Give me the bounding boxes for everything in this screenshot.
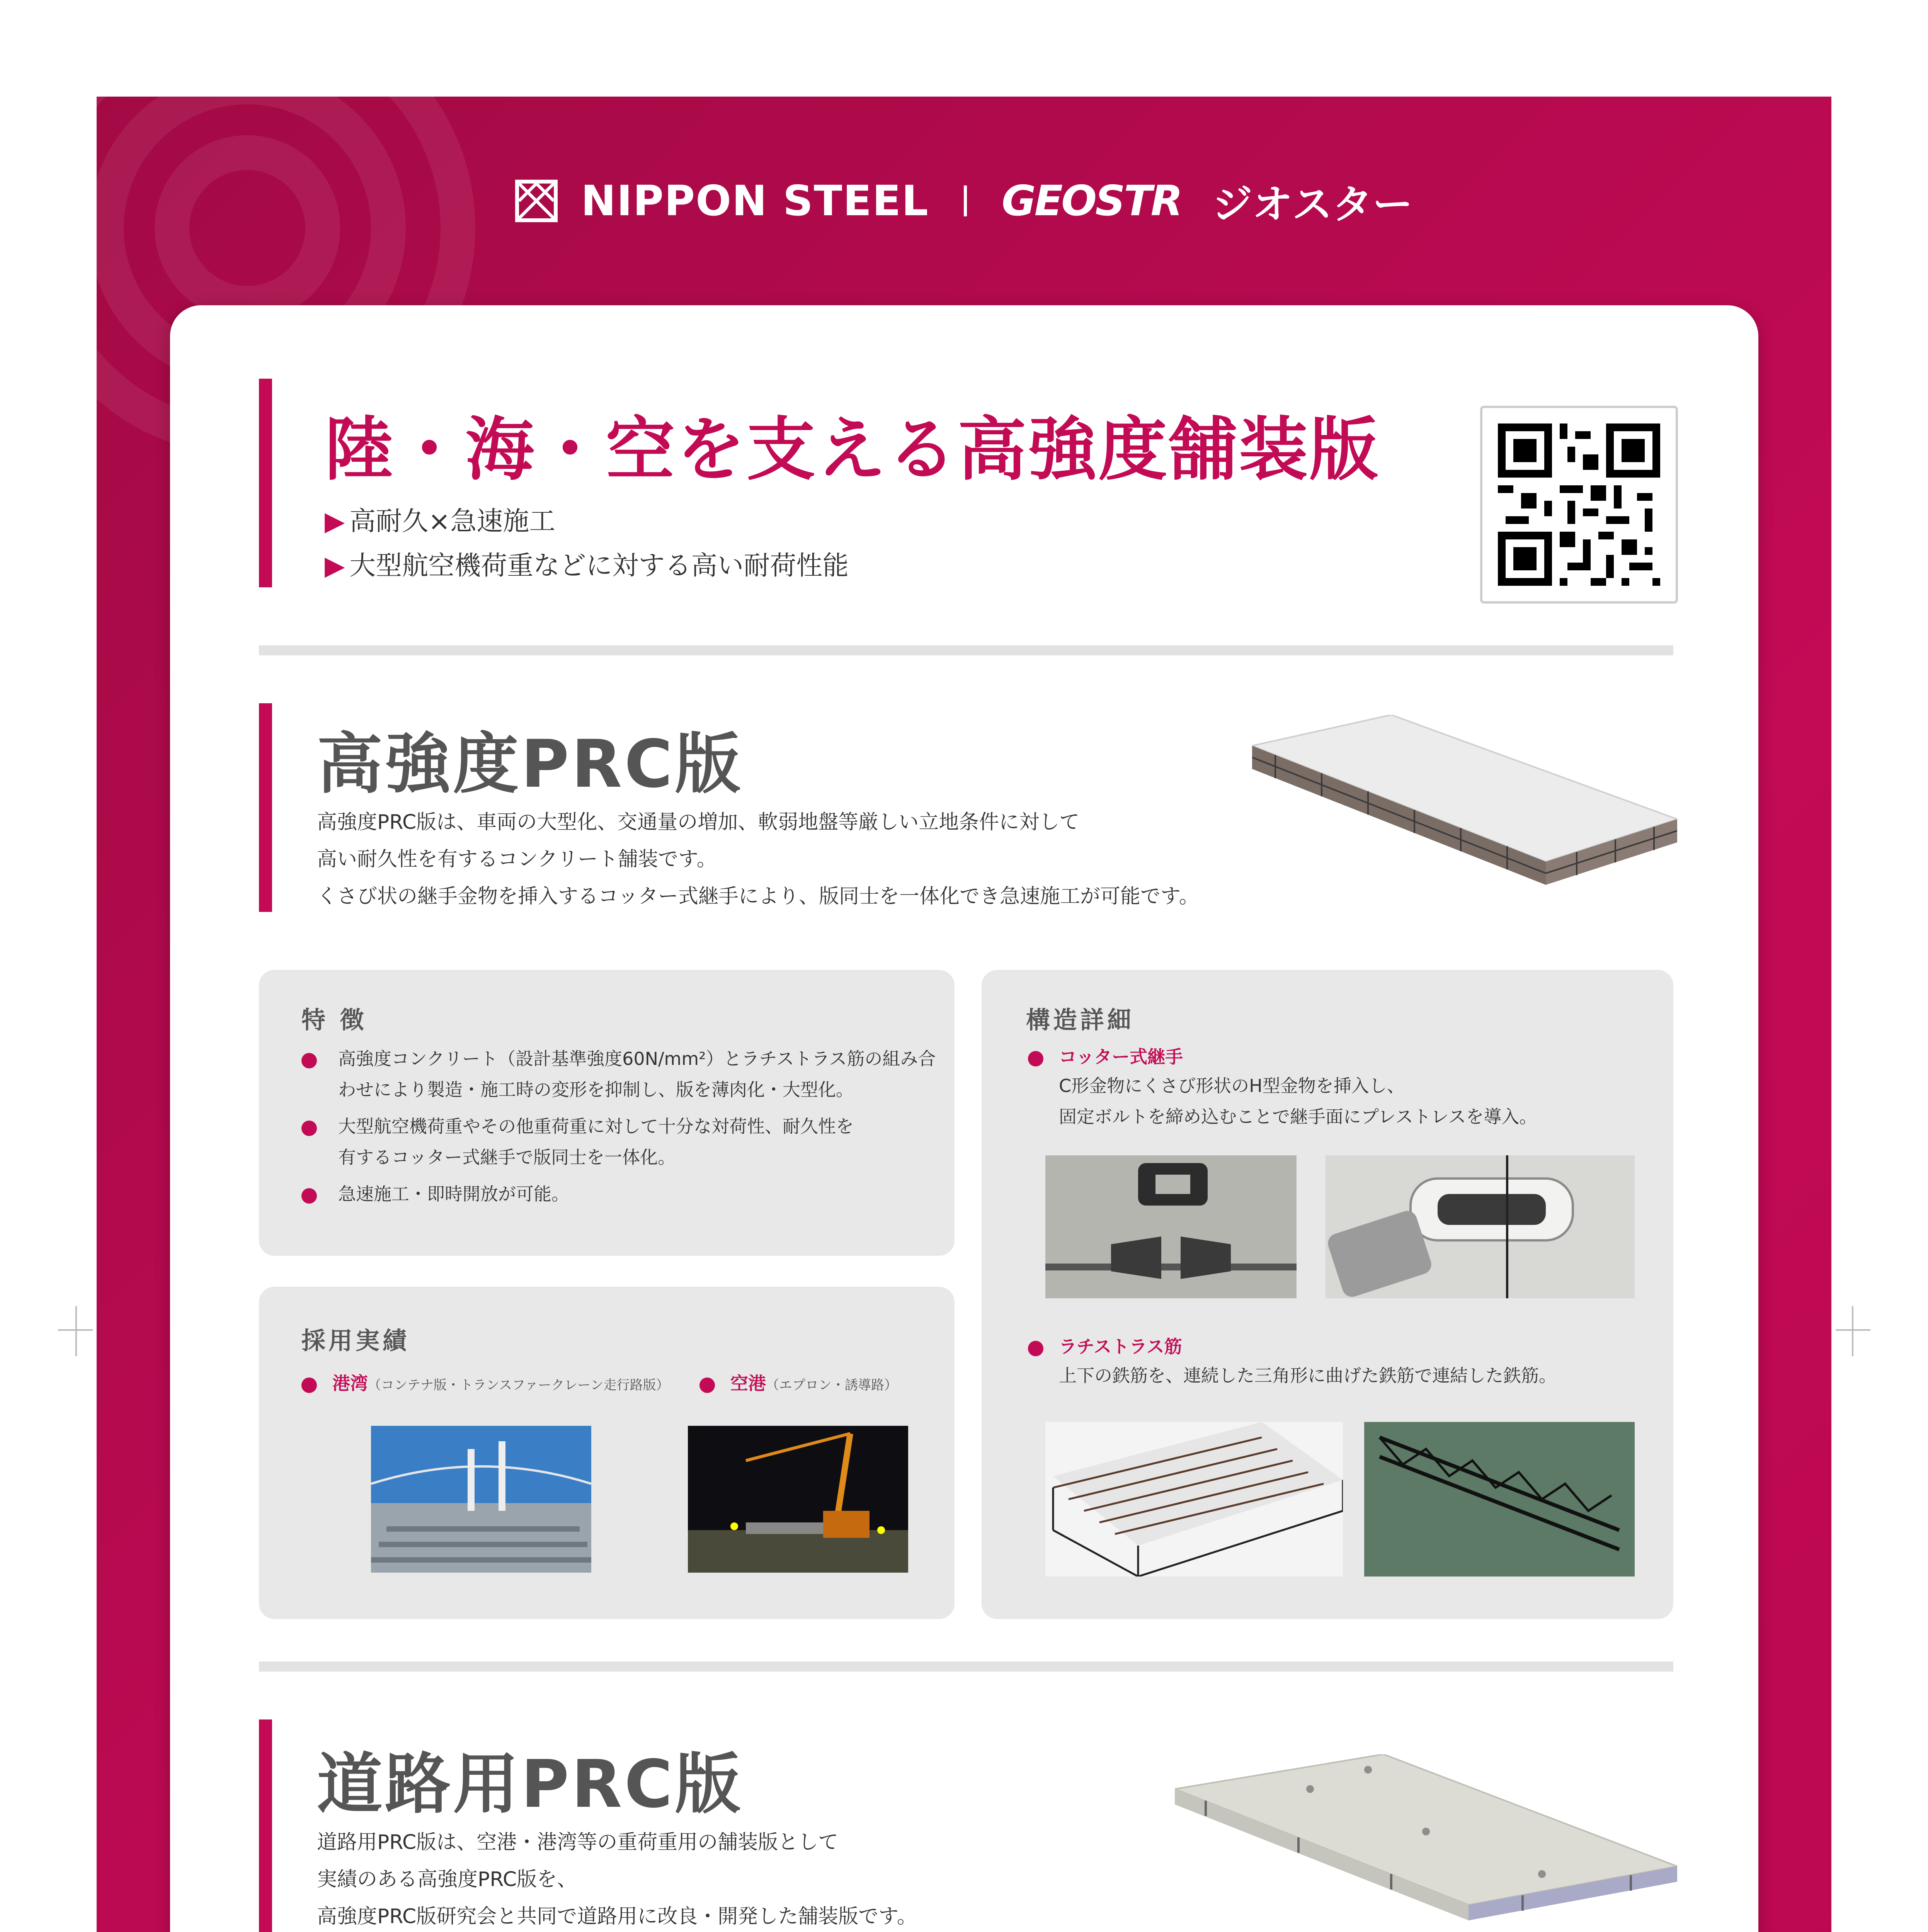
feature-item: 高強度コンクリート（設計基準強度60N/mm²）とラチストラス筋の組み合 わせにより製造・施工時の変形を抑制し、版を薄肉化・大型化。	[338, 1048, 936, 1100]
hero-point: ▶ 高耐久×急速施工	[325, 506, 556, 537]
crop-mark	[75, 1306, 77, 1356]
prc-slab-illustration	[1252, 715, 1677, 916]
cotter-hardware-photo	[1045, 1155, 1297, 1298]
qr-code-icon[interactable]	[1480, 406, 1678, 604]
harbor-photo	[371, 1426, 591, 1573]
section2-accent-bar	[259, 1719, 272, 1932]
header	[97, 166, 1831, 236]
brand-name: NIPPON STEEL	[581, 177, 929, 225]
section1-description: 高強度PRC版は、車両の大型化、交通量の増加、軟弱地盤等厳しい立地条件に対して 高い耐久性を有するコンクリート舗装です。 くさび状の継手金物を挿入するコッター式継手により、版同士を一体化でき急速施工が可能です。	[317, 811, 1199, 908]
hero-accent-bar	[259, 379, 272, 587]
feature-item: 大型航空機荷重やその他重荷重に対して十分な対荷性、耐久性を 有するコッター式継手で版同士を一体化。	[338, 1116, 854, 1168]
section-divider	[259, 1662, 1673, 1672]
lattice-truss-photo	[1364, 1422, 1635, 1577]
cotter-installed-photo	[1326, 1155, 1635, 1298]
bullet-icon	[699, 1378, 715, 1393]
poster-background	[97, 97, 1831, 1932]
cotter-title: コッター式継手	[1059, 1046, 1183, 1067]
section2-description: 道路用PRC版は、空港・港湾等の重荷重用の舗装版として 実績のある高強度PRC版を、 高強度PRC版研究会と共同で道路用に改良・開発した舗装版です。	[317, 1831, 917, 1928]
features-title: 特 徴	[301, 1006, 367, 1034]
nippon-steel-logo-icon	[515, 180, 558, 222]
features-panel	[259, 970, 955, 1256]
crop-mark	[1852, 1306, 1853, 1356]
bullet-icon	[301, 1188, 317, 1204]
section-divider	[259, 645, 1673, 655]
geostr-kana: ジオスター	[1212, 181, 1413, 228]
truss-rebar-illustration	[1045, 1422, 1343, 1577]
record-airport: 空港（エプロン・誘導路）	[730, 1373, 897, 1394]
section1-title: 高強度PRC版	[317, 726, 743, 803]
cotter-description: C形金物にくさび形状のH型金物を挿入し、 固定ボルトを締め込むことで継手面にプレストレスを導入。	[1059, 1075, 1537, 1127]
feature-item: 急速施工・即時開放が可能。	[338, 1184, 569, 1204]
record-panel	[259, 1287, 955, 1619]
bullet-icon	[1028, 1341, 1043, 1356]
bullet-icon	[301, 1121, 317, 1136]
structure-panel	[982, 970, 1673, 1619]
bullet-icon	[1028, 1051, 1043, 1066]
record-harbor: 港湾（コンテナ版・トランスファークレーン走行路版）	[332, 1373, 669, 1394]
bullet-icon	[301, 1053, 317, 1068]
content-card	[170, 305, 1758, 1932]
airport-photo	[688, 1426, 908, 1573]
structure-title: 構造詳細	[1026, 1006, 1135, 1034]
section1-accent-bar	[259, 703, 272, 912]
hero-point: ▶ 大型航空機荷重などに対する高い耐荷性能	[325, 551, 849, 581]
logo-divider	[964, 185, 967, 216]
section2-title: 道路用PRC版	[317, 1746, 743, 1823]
truss-description: 上下の鉄筋を、連続した三角形に曲げた鉄筋で連結した鉄筋。	[1059, 1365, 1557, 1386]
geostr-logo: GEOSTR	[1001, 177, 1181, 225]
road-slab-illustration	[1175, 1754, 1677, 1920]
record-title: 採用実績	[301, 1327, 410, 1355]
hero-title: 陸・海・空を支える高強度舗装版	[325, 410, 1380, 490]
truss-title: ラチストラス筋	[1059, 1336, 1182, 1357]
bullet-icon	[301, 1378, 317, 1393]
